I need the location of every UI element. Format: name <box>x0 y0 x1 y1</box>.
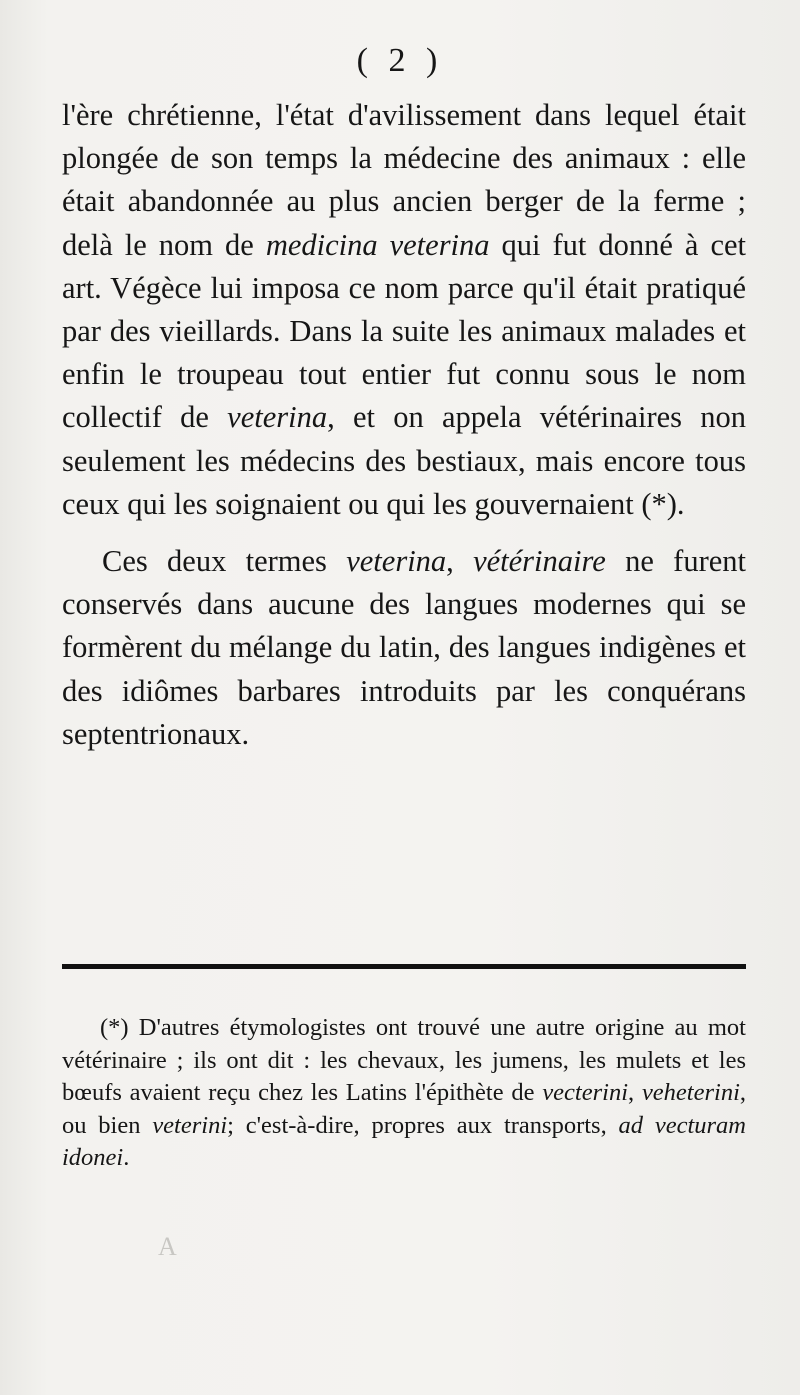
page-number: ( 2 ) <box>356 42 444 79</box>
footnote-text-e: . <box>123 1144 130 1171</box>
footnote-italic-d: ad vecturam idonei <box>62 1111 746 1171</box>
footnote-paragraph <box>62 1012 746 1175</box>
footnote-italic-a: vecterini <box>542 1079 629 1106</box>
paragraph-2-italic-a: veterina <box>346 544 447 579</box>
paragraph-1-italic-b: veterina <box>227 400 328 435</box>
paragraph-2-text-a: Ces deux termes <box>102 544 347 579</box>
footnote <box>62 1012 746 1175</box>
paragraph-2-text-c: ne furent conservés dans aucune des langues modernes qui se formèrent du mélange du latin, des langues indigènes et des idiômes barbares introduits par les conquérans septentrionaux. <box>62 544 746 751</box>
footnote-text-c: , ou bien <box>62 1079 747 1139</box>
signature-mark: A <box>158 1232 177 1261</box>
paragraph-1-text-c: , et on appela vétérinaires non seulement les médecins des bestiaux, mais encore tous ceux qui les soignaient ou qui les gouvernaient (*). <box>62 400 746 521</box>
paragraph-2-italic-b: vétérinaire <box>473 544 606 579</box>
paragraph-2-text-b: , <box>446 544 474 579</box>
footnote-italic-c: veterini <box>152 1111 228 1139</box>
paragraph-1-text-b: qui fut donné à cet art. Végèce lui imposa ce nom parce qu'il était pratiqué par des vieillards. Dans la suite les animaux malades et enfin le troupeau tout entier fut connu sous le nom collectif de <box>62 227 747 435</box>
main-text <box>62 94 746 756</box>
paragraph-1-text-a: l'ère chrétienne, l'état d'avilissement dans lequel était plongée de son temps la médecine des animaux : elle était abandonnée au plus ancien berger de la ferme ; delà le nom de <box>62 98 746 262</box>
footnote-rule <box>62 964 746 969</box>
paragraph-1-italic-a: medicina veterina <box>265 227 490 262</box>
footnote-text-d: ; c'est-à-dire, propres aux transports, <box>227 1111 619 1139</box>
paragraph-1 <box>62 94 746 526</box>
paragraph-2 <box>62 540 746 756</box>
footnote-text-b: , <box>628 1079 642 1106</box>
footnote-text-a: (*) D'autres étymologistes ont trouvé une autre origine au mot vétérinaire ; ils ont dit : les chevaux, les jumens, les mulets et les bœufs avaient reçu chez les Latins l'épithète de <box>62 1014 746 1106</box>
footnote-italic-b: veheterini <box>641 1079 740 1106</box>
